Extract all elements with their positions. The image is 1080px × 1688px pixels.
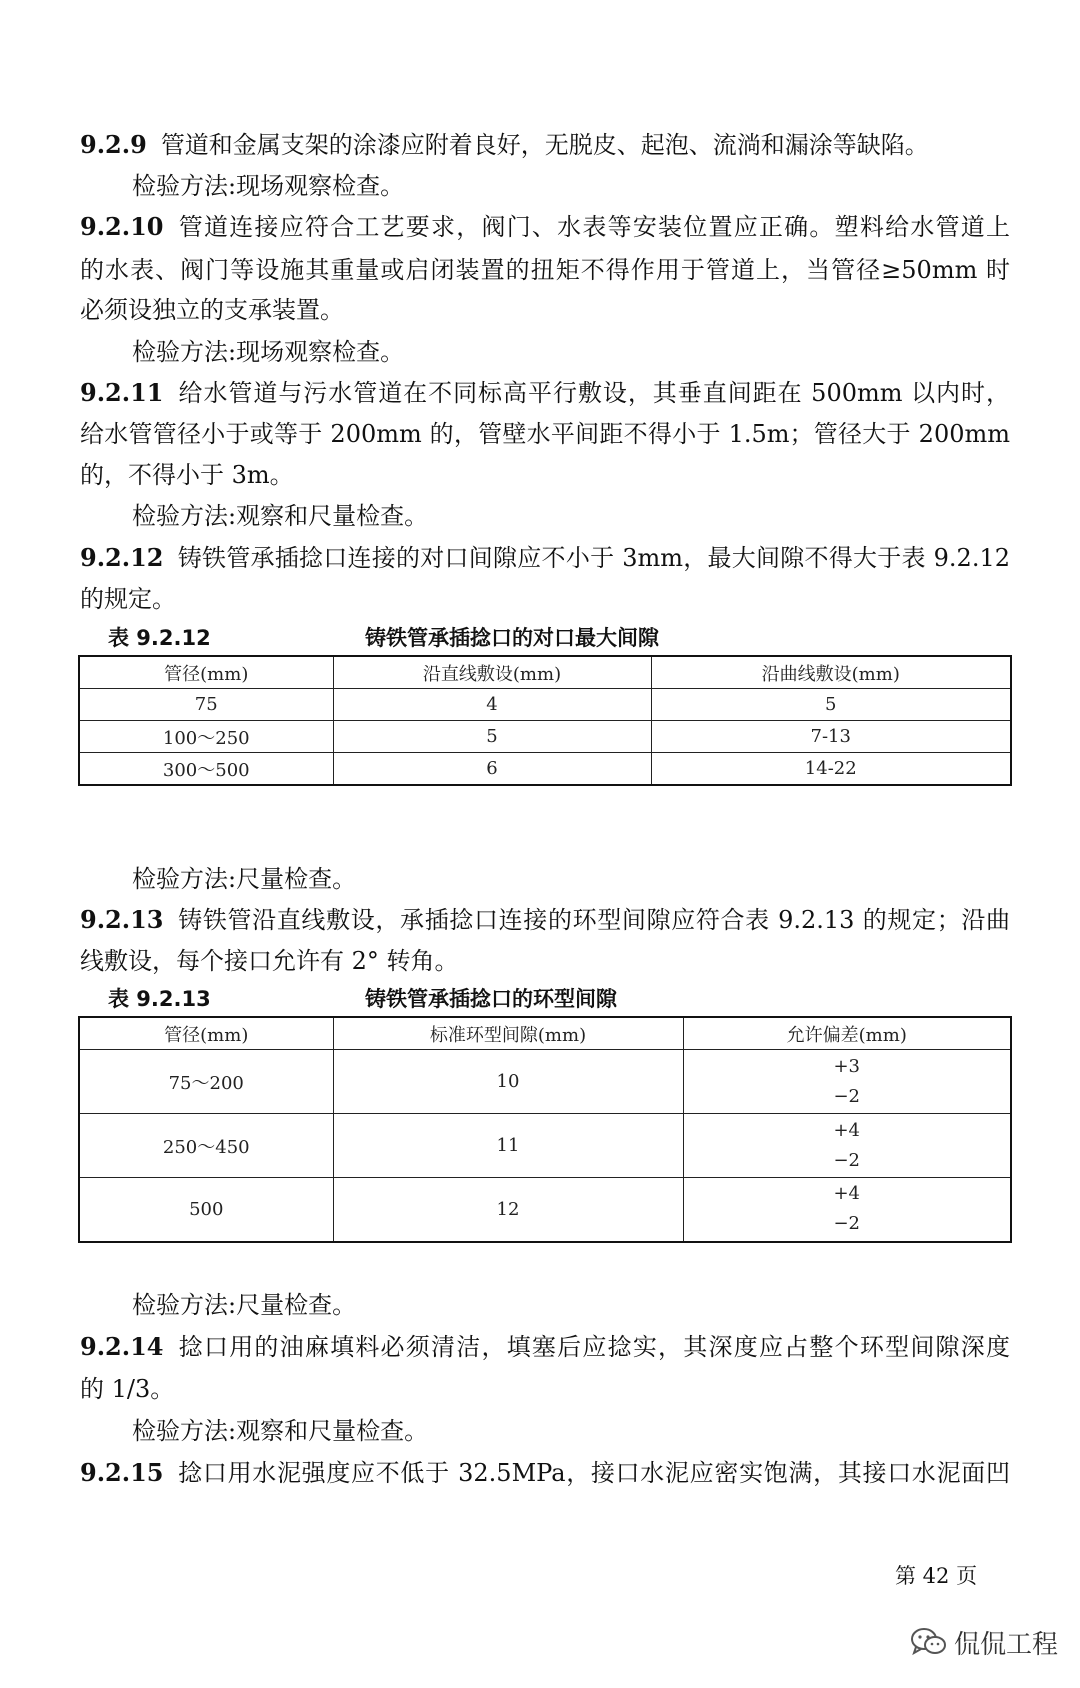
clause-9-2-15: 9.2.15 捻口用水泥强度应不低于 32.5MPa，接口水泥应密实饱满，其接口水泥面凹 [80, 1458, 1010, 1487]
column-header: 沿曲线敷设(mm) [651, 656, 1011, 689]
table-title [80, 985, 1010, 1013]
table-9-2-13 [78, 1016, 1012, 1243]
inspection-method: 检验方法:尺量检查。 [132, 1291, 357, 1319]
table-cell: 7-13 [651, 721, 1011, 753]
table-row [79, 689, 1011, 721]
paragraph-line: 给水管管径小于或等于 200mm 的，管壁水平间距不得小于 1.5m；管径大于 200mm [80, 420, 1010, 448]
table-cell: 500 [79, 1178, 333, 1242]
paragraph-line: 线敷设，每个接口允许有 2° 转角。 [80, 947, 459, 975]
column-header: 管径(mm) [79, 1017, 333, 1050]
paragraph-line: 的，不得小于 3m。 [80, 461, 294, 489]
clause-9-2-9: 9.2.9 管道和金属支架的涂漆应附着良好，无脱皮、起泡、流淌和漏涂等缺陷。 [80, 130, 929, 159]
paragraph-line: 的 1/3。 [80, 1375, 175, 1403]
inspection-method: 检验方法:现场观察检查。 [132, 172, 405, 200]
table-cell: 4 [333, 689, 651, 721]
clause-9-2-13: 9.2.13 铸铁管沿直线敷设，承插捻口连接的环型间隙应符合表 9.2.13 的规定；沿曲 [80, 905, 1010, 934]
inspection-method: 检验方法:尺量检查。 [132, 865, 357, 893]
table-cell: 5 [333, 721, 651, 753]
page-number: 第 42 页 [895, 1564, 978, 1588]
table-name: 铸铁管承插捻口的环型间隙 [365, 987, 617, 1011]
table-title [80, 624, 1010, 652]
table-row [79, 1050, 1011, 1114]
deviation-cell: +4 −2 [683, 1178, 1011, 1242]
clause-9-2-12: 9.2.12 铸铁管承插捻口连接的对口间隙应不小于 3mm，最大间隙不得大于表 9.2.12 [80, 543, 1010, 572]
table-cell: 5 [651, 689, 1011, 721]
column-header: 管径(mm) [79, 656, 333, 689]
paragraph-line: 必须设独立的支承装置。 [80, 296, 344, 324]
paragraph-line: 的水表、阀门等设施其重量或启闭装置的扭矩不得作用于管道上，当管径≥50mm 时 [80, 256, 1010, 284]
clause-9-2-14: 9.2.14 捻口用的油麻填料必须清洁，填塞后应捻实，其深度应占整个环型间隙深度 [80, 1332, 1010, 1361]
table-cell: 6 [333, 753, 651, 786]
inspection-method: 检验方法:观察和尺量检查。 [132, 1417, 429, 1445]
column-header: 标准环型间隙(mm) [333, 1017, 683, 1050]
table-cell: 11 [333, 1114, 683, 1178]
table-cell: 14-22 [651, 753, 1011, 786]
wechat-icon [910, 1626, 948, 1658]
watermark-text: 侃侃工程 [953, 1629, 1058, 1660]
inspection-method: 检验方法:现场观察检查。 [132, 338, 405, 366]
table-row [79, 721, 1011, 753]
table-cell: 75 [79, 689, 333, 721]
clause-9-2-11: 9.2.11 给水管道与污水管道在不同标高平行敷设，其垂直间距在 500mm 以内时， [80, 378, 1010, 407]
inspection-method: 检验方法:观察和尺量检查。 [132, 502, 429, 530]
table-row [79, 1114, 1011, 1178]
table-row [79, 1178, 1011, 1242]
table-9-2-12 [78, 655, 1012, 786]
table-cell: 100～250 [79, 721, 333, 753]
column-header: 沿直线敷设(mm) [333, 656, 651, 689]
table-cell: 10 [333, 1050, 683, 1114]
table-cell: 75～200 [79, 1050, 333, 1114]
table-cell: 250～450 [79, 1114, 333, 1178]
deviation-cell: +4 −2 [683, 1114, 1011, 1178]
table-row [79, 753, 1011, 786]
deviation-cell: +3 −2 [683, 1050, 1011, 1114]
table-number: 表 9.2.13 [108, 987, 211, 1011]
table-cell: 300～500 [79, 753, 333, 786]
table-header-row [79, 656, 1011, 689]
column-header: 允许偏差(mm) [683, 1017, 1011, 1050]
watermark [910, 1622, 1058, 1662]
clause-9-2-10: 9.2.10 管道连接应符合工艺要求，阀门、水表等安装位置应正确。塑料给水管道上 [80, 212, 1010, 241]
table-name: 铸铁管承插捻口的对口最大间隙 [365, 626, 659, 650]
table-number: 表 9.2.12 [108, 626, 211, 650]
table-header-row [79, 1017, 1011, 1050]
paragraph-line: 的规定。 [80, 585, 176, 613]
table-cell: 12 [333, 1178, 683, 1242]
